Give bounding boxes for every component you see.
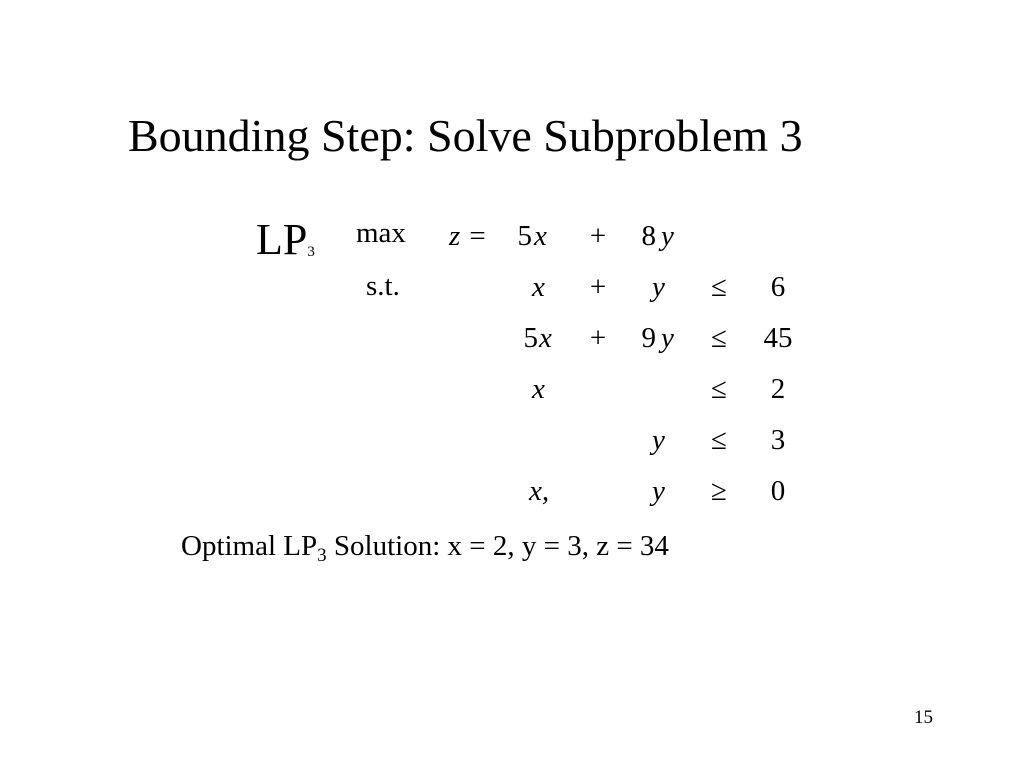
constraint-2-rhs: 45 bbox=[763, 322, 793, 354]
constraint-4-rhs: 3 bbox=[770, 424, 786, 456]
objective-var-y: y bbox=[661, 220, 674, 252]
objective-sense: max bbox=[356, 217, 406, 249]
page-number: 15 bbox=[914, 707, 933, 728]
constraint-5-relation: ≥ bbox=[711, 475, 727, 507]
constraint-2-var-x: x bbox=[539, 322, 552, 354]
constraint-2-coef-y: 9 bbox=[641, 322, 656, 354]
objective-var-x: x bbox=[534, 220, 547, 252]
constraint-3-rhs: 2 bbox=[770, 373, 786, 405]
constraint-2-relation: ≤ bbox=[711, 322, 727, 354]
constraint-2-op: + bbox=[589, 322, 607, 354]
constraint-5-var-x: x, bbox=[529, 475, 550, 507]
constraint-1-var-x: x bbox=[532, 271, 545, 303]
objective-lhs: z = bbox=[449, 220, 488, 252]
constraint-2-var-y: y bbox=[661, 322, 674, 354]
constraint-2-coef-x: 5 bbox=[523, 322, 538, 354]
solution-subscript: 3 bbox=[317, 545, 327, 566]
objective-op: + bbox=[589, 220, 607, 252]
solution-values: Solution: x = 2, y = 3, z = 34 bbox=[326, 530, 669, 562]
constraint-3-var-x: x bbox=[532, 373, 545, 405]
constraint-1-op: + bbox=[589, 271, 607, 303]
objective-coef-x: 5 bbox=[517, 220, 532, 252]
constraint-1-var-y: y bbox=[652, 271, 665, 303]
lp-name-subscript: 3 bbox=[307, 244, 315, 260]
constraint-3-relation: ≤ bbox=[711, 373, 727, 405]
constraint-1-relation: ≤ bbox=[711, 271, 727, 303]
constraint-4-relation: ≤ bbox=[711, 424, 727, 456]
constraint-5-var-y: y bbox=[652, 475, 665, 507]
optimal-solution bbox=[181, 528, 669, 574]
st-label: s.t. bbox=[366, 270, 400, 302]
lp-name bbox=[256, 214, 315, 278]
solution-prefix: Optimal LP bbox=[181, 530, 318, 562]
slide-title: Bounding Step: Solve Subproblem 3 bbox=[128, 110, 803, 161]
objective-coef-y: 8 bbox=[641, 220, 656, 252]
constraint-1-rhs: 6 bbox=[770, 271, 786, 303]
lp-name-text: LP bbox=[256, 215, 308, 264]
constraint-4-var-y: y bbox=[652, 424, 665, 456]
constraint-5-rhs: 0 bbox=[770, 475, 786, 507]
